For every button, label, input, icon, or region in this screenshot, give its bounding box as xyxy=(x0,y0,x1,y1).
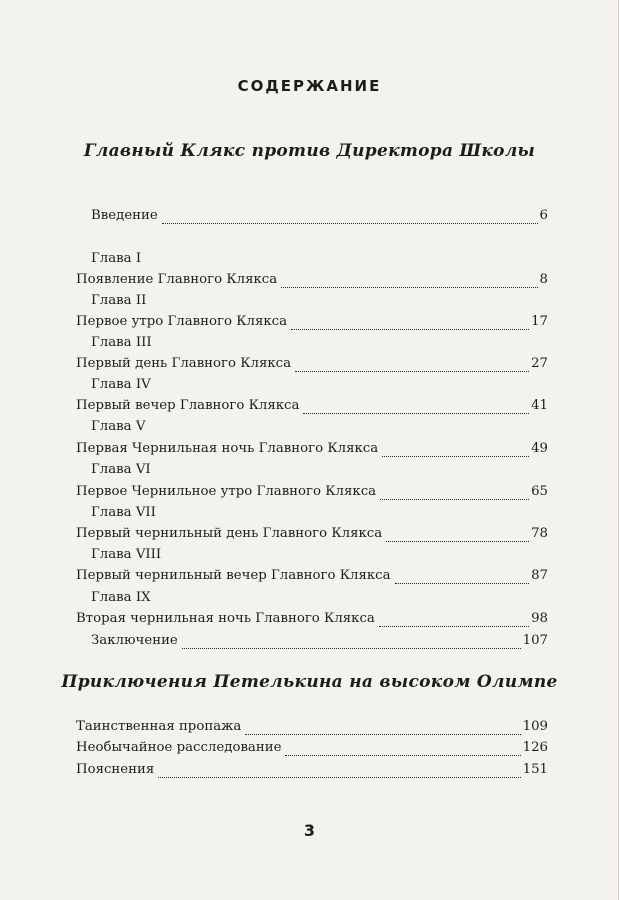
dot-leader xyxy=(281,275,537,288)
entry-page: 49 xyxy=(531,441,548,456)
chapter-label: Глава I xyxy=(91,251,142,266)
dot-leader xyxy=(182,636,521,649)
entry-page: 98 xyxy=(531,611,548,626)
entry-page: 27 xyxy=(531,356,548,371)
entry-page: 107 xyxy=(522,633,548,648)
entry-page: 151 xyxy=(522,762,548,777)
dot-leader xyxy=(303,401,529,414)
chapter-label: Глава V xyxy=(91,419,146,434)
toc-entry xyxy=(76,354,548,374)
dot-leader xyxy=(395,571,530,584)
chapter-label: Глава VII xyxy=(91,505,156,520)
toc-entry xyxy=(76,482,548,502)
contents-heading: СОДЕРЖАНИЕ xyxy=(237,77,382,95)
entry-title: Первый день Главного Клякса xyxy=(76,356,292,371)
entry-title: Введение xyxy=(91,208,158,223)
toc-entry xyxy=(76,524,548,544)
entry-page: 17 xyxy=(531,314,548,329)
entry-title: Необычайное расследование xyxy=(76,740,282,755)
entry-page: 78 xyxy=(531,526,548,541)
toc-entry-conclusion xyxy=(91,631,548,651)
entry-title: Первый чернильный день Главного Клякса xyxy=(76,526,383,541)
toc-entry xyxy=(76,439,548,459)
entry-page: 8 xyxy=(539,272,548,287)
dot-leader xyxy=(295,359,529,372)
entry-title: Первое утро Главного Клякса xyxy=(76,314,288,329)
toc-entry xyxy=(76,312,548,332)
entry-page: 65 xyxy=(531,484,548,499)
entry-page: 87 xyxy=(531,568,548,583)
dot-leader xyxy=(380,487,529,500)
dot-leader xyxy=(386,529,529,542)
entry-title: Вторая чернильная ночь Главного Клякса xyxy=(76,611,375,626)
toc-entry xyxy=(76,738,548,758)
toc-entry xyxy=(76,396,548,416)
chapter-label: Глава IX xyxy=(91,590,151,605)
dot-leader xyxy=(291,317,529,330)
entry-page: 126 xyxy=(522,740,548,755)
dot-leader xyxy=(379,614,529,627)
chapter-label: Глава VI xyxy=(91,462,151,477)
entry-title: Появление Главного Клякса xyxy=(76,272,278,287)
toc-entry xyxy=(76,609,548,629)
toc-entry xyxy=(76,760,548,780)
entry-title: Заключение xyxy=(91,633,178,648)
part2-title: Приключения Петелькина на высоком Олимпе xyxy=(61,672,558,692)
toc-entry xyxy=(76,566,548,586)
entry-title: Таинственная пропажа xyxy=(76,719,242,734)
entry-title: Первый вечер Главного Клякса xyxy=(76,398,300,413)
entry-page: 109 xyxy=(522,719,548,734)
entry-page: 6 xyxy=(539,208,548,223)
entry-title: Пояснения xyxy=(76,762,155,777)
dot-leader xyxy=(245,722,520,735)
toc-entry-intro xyxy=(91,206,548,226)
chapter-label: Глава II xyxy=(91,293,147,308)
entry-title: Первое Чернильное утро Главного Клякса xyxy=(76,484,377,499)
dot-leader xyxy=(162,211,538,224)
page-number: 3 xyxy=(303,821,316,840)
chapter-label: Глава III xyxy=(91,335,152,350)
toc-entry xyxy=(76,717,548,737)
chapter-label: Глава VIII xyxy=(91,547,162,562)
toc-entry xyxy=(76,270,548,290)
dot-leader xyxy=(285,743,520,756)
chapter-label: Глава IV xyxy=(91,377,151,392)
entry-title: Первый чернильный вечер Главного Клякса xyxy=(76,568,391,583)
dot-leader xyxy=(158,765,520,778)
dot-leader xyxy=(382,444,529,457)
entry-title: Первая Чернильная ночь Главного Клякса xyxy=(76,441,379,456)
entry-page: 41 xyxy=(531,398,548,413)
part1-title: Главный Клякс против Директора Школы xyxy=(83,141,536,161)
